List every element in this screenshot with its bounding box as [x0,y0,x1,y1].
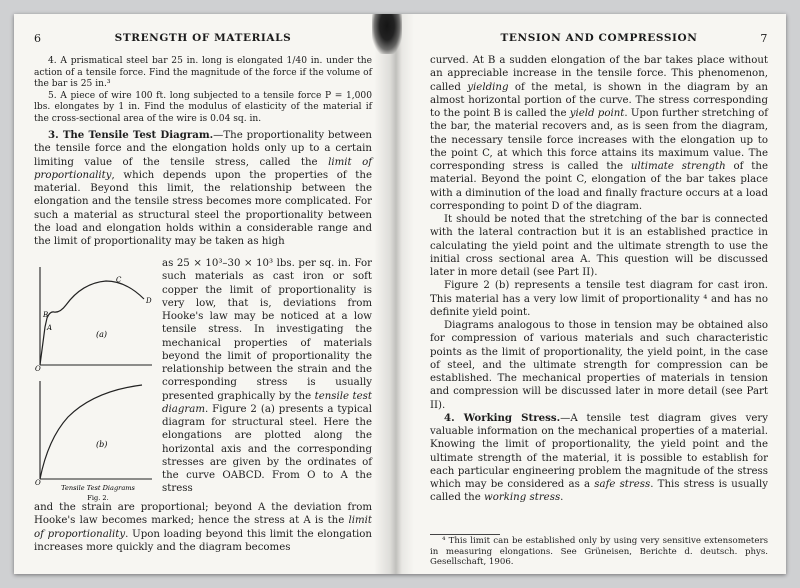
text-run: . This stress is usually called the [430,479,768,504]
label-b: (b) [96,440,108,449]
text-run: . Figure 2 (a) presents a typical diagram for structural steel. Here the elongations are plotted along the horizontal axis and the corresponding stresses are given by the ordinates of the curve OABCD. From O to A the stress [162,403,372,495]
book-spread [14,14,786,574]
left-page-number: 6 [34,32,42,45]
term-yield-point: yield point [569,108,625,119]
left-text-column [34,56,372,248]
term-limit-of-proportionality: limit of proportionality [34,156,372,181]
figure-wrap-text [162,257,372,496]
footnote-rule [430,534,500,535]
text-run: of the material. Beyond the point C, elongation of the bar takes place with a diminution of the load and finally fracture occurs at a load corresponding to point D of the diagram. [430,161,768,212]
term-tensile-test-diagram: tensile test diagram [162,390,373,415]
text-run: . Upon further stretching of the bar, the material recovers and, as is seen from the diagram, the necessary tensile force increases with the elongation up to the point C, at which this force attains its maximum value. The corresponding stress is called the [430,108,768,172]
term-safe-stress: safe stress [594,479,651,490]
point-b: B [43,311,49,319]
text-run: of the metal, is shown in the diagram by an almost horizontal portion of the curve. The stress corresponding to the point B is called the [430,81,768,119]
point-c: C [116,276,122,284]
section-3-heading: 3. The Tensile Test Diagram. [48,129,214,141]
right-page-number: 7 [760,32,768,45]
right-text-column [430,54,768,505]
right-paragraph-2: It should be noted that the stretching of the bar is connected with the lateral contraction but it is an established practice in calculating the yield point and the ultimate strength to use the initial cross sectional area A. This question will be discussed later in more detail (see Part II). [430,214,768,278]
figure-2 [34,257,156,502]
point-o-top: O [35,365,41,373]
text-run: —A tensile test diagram gives very valuable information on the mechanical properties of a material. Knowing the limit of proportionality, the yield point and the ultimate strength of the material, it is possible to establish for each particular engineering problem the magnitude of the stress which may be considered as a [430,412,769,490]
text-run: as 25 × 10³–30 × 10³ lbs. per sq. in. For such materials as cast iron or soft copper the limit of proportionality is very low, that is, deviations from Hooke's law may be noticed at a low tensile stress. In investigating the mechanical properties of materials beyond the limit of proportionality the relationship between the strain and the corresponding stress is usually presented graphically by the [162,258,372,402]
point-o-bottom: O [35,479,41,487]
right-paragraph-4: Diagrams analogous to those in tension may be obtained also for compression of various materials and such characteristic points as the limit of proportionality, the yield point, in the case of steel, and the ultimate strength for compression can be established. The mechanical properties of materials in tension and compression will be discussed later in more detail (see Part II). [430,320,768,411]
figure-caption-number: Fig. 2. [87,494,109,502]
point-a: A [47,324,53,332]
problem-4: 4. A prismatical steel bar 25 in. long is elongated 1/40 in. under the action of a tensile force. Find the magnitude of the force if the volume of the bar is 25 in.³ [34,56,372,89]
figure-caption-title: Tensile Test Diagrams [61,484,135,492]
footnote [430,536,768,568]
text-run: , which depends upon the properties of the material. Beyond this limit, the relationship between the elongation and the tensile stress becomes more complicated. For such a material as structural steel the proportionality between the load and elongation holds within a considerable range and the limit of proportionality may be taken as high [34,169,372,247]
left-bottom-text [34,501,372,554]
right-page [402,14,786,574]
section-3-paragraph [34,129,372,248]
left-page-header [34,32,372,46]
right-running-head: TENSION AND COMPRESSION [500,32,698,44]
right-page-header [430,32,768,46]
cast-iron-curve [40,385,142,479]
term-limit-of-proportionality-2: limit of proportionality [34,515,372,540]
text-run: —The proportionality between the tensile force and the elongation holds only up to a certain limiting value of the tensile stress, called the [34,130,372,168]
text-run: . [560,492,564,504]
problem-5: 5. A piece of wire 100 ft. long subjected to a tensile force P = 1,000 lbs. elongates by 1 in. Find the modulus of elasticity of the material if the cross-sectional area of the wire is 0.04 sq. in. [34,90,372,124]
section-4-heading: 4. Working Stress. [444,411,561,424]
text-run: and the strain are proportional; beyond A the deviation from Hooke's law becomes marked; hence the stress at A is the [34,502,372,527]
term-ultimate-strength: ultimate strength [630,161,726,172]
right-paragraph-3: Figure 2 (b) represents a tensile test diagram for cast iron. This material has a very low limit of proportionality ⁴ and has no definite yield point. [430,280,768,318]
right-paragraph-1 [430,54,768,213]
gutter-ink-blot [372,14,402,54]
tensile-test-diagrams-svg [34,257,156,502]
text-run: curved. At B a sudden elongation of the bar takes place without an appreciable increase in the tensile force. This phenomenon, called [430,55,768,93]
label-a: (a) [96,330,108,339]
term-working-stress: working stress [484,492,561,504]
wrap-paragraph [162,257,372,496]
steel-curve-oabcd [40,281,144,365]
point-d: D [146,297,152,305]
section-4-paragraph [430,412,768,505]
left-page [14,14,398,574]
text-run: . Upon loading beyond this limit the elongation increases more quickly and the diagram becomes [34,528,372,553]
left-running-head: STRENGTH OF MATERIALS [114,32,292,44]
term-yielding: yielding [467,81,509,93]
left-bottom-paragraph [34,501,372,554]
footnote-4: ⁴ This limit can be established only by using very sensitive extensometers in measuring elongations. See Grüneisen, Berichte d. deutsch. phys. Gesellschaft, 1906. [430,536,768,568]
